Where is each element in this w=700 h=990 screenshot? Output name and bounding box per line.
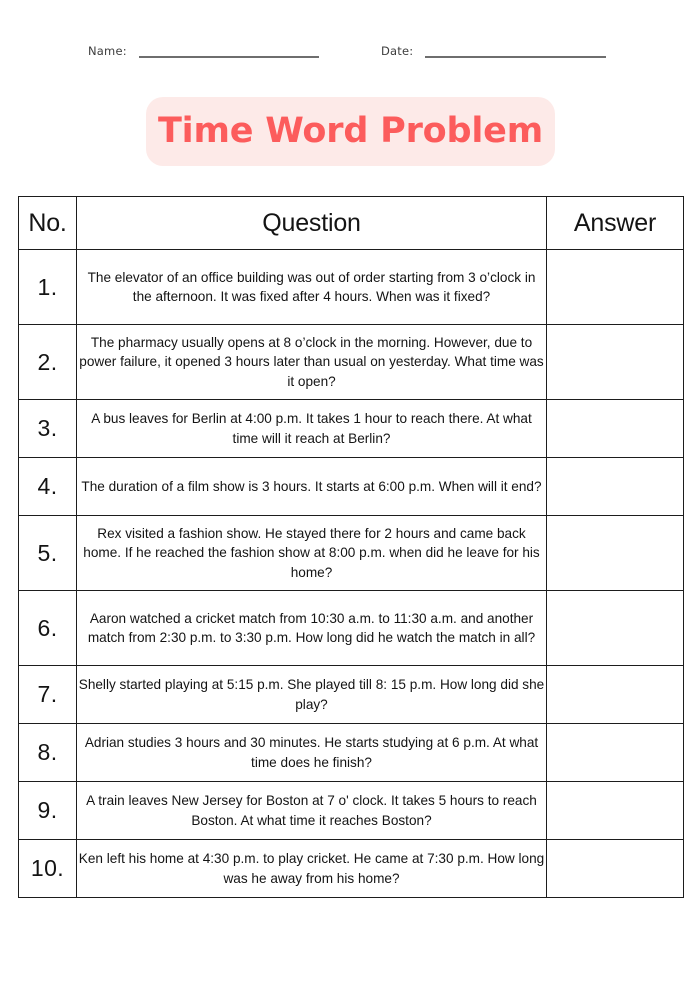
row-number: 8. — [19, 724, 77, 782]
answer-cell[interactable] — [547, 250, 684, 325]
question-text: Rex visited a fashion show. He stayed there for 2 hours and came back home. If he reached the fashion show at 8:00 p.m. when did he leave for his home? — [77, 516, 547, 591]
answer-cell[interactable] — [547, 458, 684, 516]
date-input-line[interactable] — [425, 56, 606, 58]
question-text: The duration of a film show is 3 hours. It starts at 6:00 p.m. When will it end? — [77, 458, 547, 516]
question-text: A bus leaves for Berlin at 4:00 p.m. It takes 1 hour to reach there. At what time will it reach at Berlin? — [77, 400, 547, 458]
answer-cell[interactable] — [547, 516, 684, 591]
worksheet-table — [18, 196, 684, 898]
table-row — [19, 666, 684, 724]
worksheet-meta-row — [0, 36, 700, 60]
answer-cell[interactable] — [547, 325, 684, 400]
question-text: Shelly started playing at 5:15 p.m. She played till 8: 15 p.m. How long did she play? — [77, 666, 547, 724]
name-label: Name: — [88, 43, 127, 58]
name-field[interactable] — [88, 36, 319, 60]
question-text: Ken left his home at 4:30 p.m. to play cricket. He came at 7:30 p.m. How long was he away from his home? — [77, 840, 547, 898]
table-row — [19, 325, 684, 400]
question-text: Aaron watched a cricket match from 10:30 a.m. to 11:30 a.m. and another match from 2:30 p.m. to 3:30 p.m. How long did he watch the match in all? — [77, 591, 547, 666]
answer-cell[interactable] — [547, 782, 684, 840]
name-input-line[interactable] — [139, 56, 319, 58]
row-number: 10. — [19, 840, 77, 898]
answer-cell[interactable] — [547, 666, 684, 724]
question-text: Adrian studies 3 hours and 30 minutes. He starts studying at 6 p.m. At what time does he finish? — [77, 724, 547, 782]
row-number: 1. — [19, 250, 77, 325]
question-text: A train leaves New Jersey for Boston at 7 o' clock. It takes 5 hours to reach Boston. At what time it reaches Boston? — [77, 782, 547, 840]
answer-cell[interactable] — [547, 840, 684, 898]
title-banner — [146, 97, 555, 166]
table-row — [19, 516, 684, 591]
date-field[interactable] — [381, 36, 606, 60]
table-row — [19, 724, 684, 782]
row-number: 7. — [19, 666, 77, 724]
row-number: 2. — [19, 325, 77, 400]
answer-cell[interactable] — [547, 591, 684, 666]
table-header-row — [19, 197, 684, 250]
row-number: 3. — [19, 400, 77, 458]
row-number: 4. — [19, 458, 77, 516]
table-row — [19, 782, 684, 840]
row-number: 6. — [19, 591, 77, 666]
row-number: 5. — [19, 516, 77, 591]
row-number: 9. — [19, 782, 77, 840]
answer-cell[interactable] — [547, 724, 684, 782]
column-header-no: No. — [19, 197, 77, 250]
table-row — [19, 840, 684, 898]
question-text: The elevator of an office building was out of order starting from 3 o’clock in the afternoon. It was fixed after 4 hours. When was it fixed? — [77, 250, 547, 325]
table-row — [19, 250, 684, 325]
column-header-question: Question — [77, 197, 547, 250]
table-row — [19, 400, 684, 458]
table-row — [19, 458, 684, 516]
table-row — [19, 591, 684, 666]
date-label: Date: — [381, 43, 414, 58]
question-text: The pharmacy usually opens at 8 o’clock in the morning. However, due to power failure, it opened 3 hours later than usual on yesterday. What time was it open? — [77, 325, 547, 400]
column-header-answer: Answer — [547, 197, 684, 250]
page-title: Time Word Problem — [158, 111, 543, 151]
answer-cell[interactable] — [547, 400, 684, 458]
